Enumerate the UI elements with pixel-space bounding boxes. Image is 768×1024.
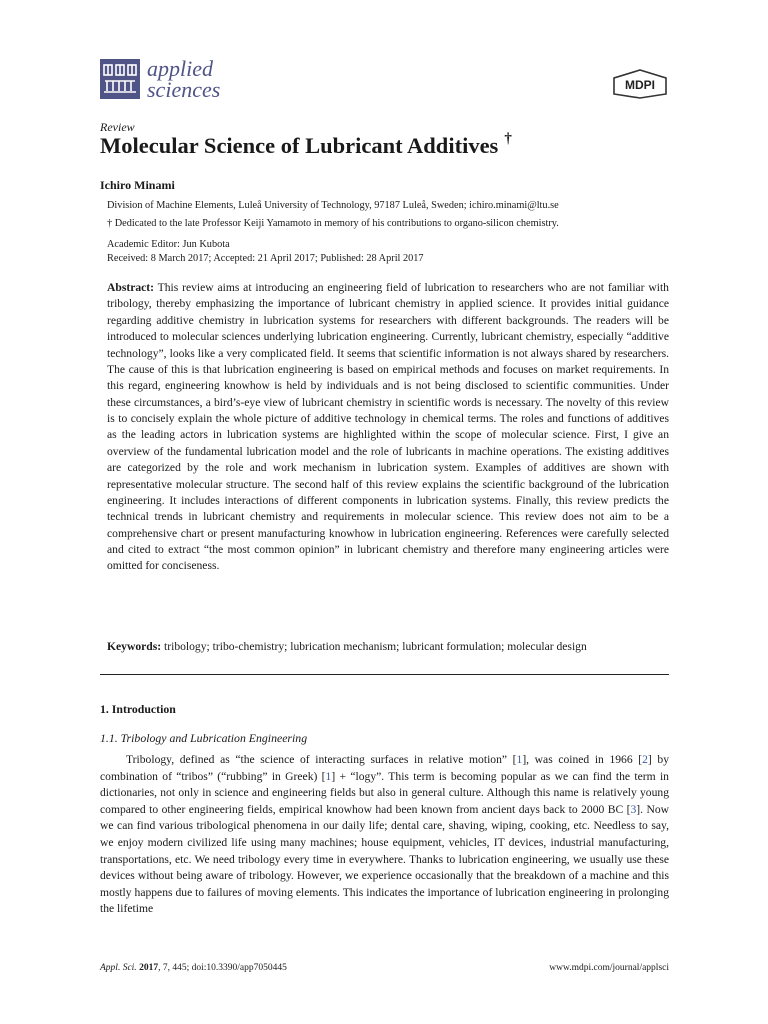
citation-link[interactable]: 2 — [642, 753, 648, 766]
journal-name-line1: applied — [147, 56, 213, 81]
journal-logo[interactable] — [100, 58, 220, 100]
publication-dates: Received: 8 March 2017; Accepted: 21 April 2017; Published: 28 April 2017 — [107, 253, 424, 264]
intro-text-5: ]. Now we can find various tribological phenomena in our daily life; dental care, shaving, wiping, cooking, etc. Needless to say, we enjoy modern civilized life using many machines; house equipment, vehicles, IT devices, industrial manufacturing, transportations, etc. We need tribology every time in everywhere. Thanks to lubrication engineering, we usually use these devices without being aware of tribology. However, we experience occasionally that the breakdown of a machine and this mostly happens due to failures of moving elements. This indicates the importance of lubrication engineering in prolonging the lifetime — [100, 802, 670, 916]
journal-name-line2: sciences — [147, 77, 221, 102]
journal-name — [147, 58, 220, 100]
intro-text-1: Tribology, defined as “the science of interacting surfaces in relative motion” [ — [126, 753, 517, 766]
citation-link[interactable]: 1 — [516, 753, 523, 766]
mdpi-logo-text: MDPI — [625, 78, 655, 92]
section-heading: 1. Introduction — [100, 702, 176, 716]
intro-text-2: ], was coined in 1966 [ — [522, 753, 643, 766]
citation-link[interactable]: 3 — [630, 802, 637, 816]
author-affiliation: Division of Machine Elements, Luleå University of Technology, 97187 Luleå, Sweden; ichiro.minami@ltu.se — [107, 200, 559, 211]
journal-logo-icon — [100, 59, 140, 99]
article-title — [100, 133, 512, 159]
footer-journal-url[interactable]: www.mdpi.com/journal/applsci — [549, 963, 669, 973]
footer-journal-abbrev: Appl. Sci. — [100, 963, 137, 973]
intro-text-4: ] + “logy”. This term is becoming popular as we can find the term in dictionaries, not only in science and engineering fields but also in general culture. Although this name is relatively young compared to other engineering fields, empirical knowhow had been known from ancient days back to 2000 BC [ — [100, 769, 669, 816]
title-dagger: † — [504, 131, 512, 147]
intro-text-3: ] by combination of “tribos” (“rubbing” in Greek) [ — [100, 753, 669, 783]
article-title-text: Molecular Science of Lubricant Additives — [100, 133, 499, 158]
intro-paragraph — [100, 752, 669, 918]
abstract-text: This review aims at introducing an engineering field of lubrication to researchers who are not familiar with tribology, thereby emphasizing the importance of lubricant chemistry in applied science. It provides initial guidance regarding additive chemistry in lubrication systems for researchers with different backgrounds. The readers will be introduced to molecular sciences underlying lubrication engineering. Currently, lubricant chemistry, especially “additive technology”, looks like a very complicated field. It seems that scientific information is not always shared by researchers. The cause of this is that lubrication engineering is based on empirical methods and focuses on market requirements. In this regard, engineering knowhow is held by individuals and is not being disclosed to scientific communities. Under these circumstances, a bird’s-eye view of lubricant chemistry in scientific words is necessary. The novelty of this review is to concisely explain the whole picture of additive technology in chemical terms. The roles and functions of additives as the leading actors in lubrication systems are highlighted within the scope of molecular science. First, I give an overview of the fundamental lubrication model and the role of lubricants in machine operations. The existing additives are categorized by the role and work mechanism in lubrication system. Examples of additives are shown with representative molecular structure. The second half of this review explains the scientific background of the lubrication engineering. It includes interactions of different components in lubrication systems. Finally, this review predicts the technical trends in lubricant chemistry and requirements in molecular science. This review does not aim to be a comprehensive chart or present manufacturing knowhow in lubrication engineering. References were carefully selected and cited to extract “the most common opinion” in lubricant chemistry and therefore many engineering articles were omitted for conciseness. — [107, 281, 669, 573]
citation-link[interactable]: 1 — [325, 769, 332, 783]
section-divider — [100, 674, 669, 675]
subsection-heading: 1.1. Tribology and Lubrication Engineering — [100, 731, 308, 745]
abstract — [107, 280, 669, 575]
author-name: Ichiro Minami — [100, 178, 175, 192]
keywords-text: tribology; tribo-chemistry; lubrication mechanism; lubricant formulation; molecular design — [164, 640, 587, 653]
footer-volume-doi: , 7, 445; doi:10.3390/app7050445 — [158, 963, 287, 973]
academic-editor: Academic Editor: Jun Kubota — [107, 239, 230, 250]
article-type: Review — [100, 120, 135, 134]
mdpi-logo-icon[interactable] — [612, 69, 668, 99]
keywords-label: Keywords: — [107, 640, 162, 653]
footer-citation — [100, 963, 287, 973]
keywords — [107, 640, 669, 653]
footer-year: 2017 — [139, 963, 159, 973]
abstract-label: Abstract: — [107, 281, 155, 294]
dedication-note: † Dedicated to the late Professor Keiji Yamamoto in memory of his contributions to organo-silicon chemistry. — [107, 218, 559, 229]
